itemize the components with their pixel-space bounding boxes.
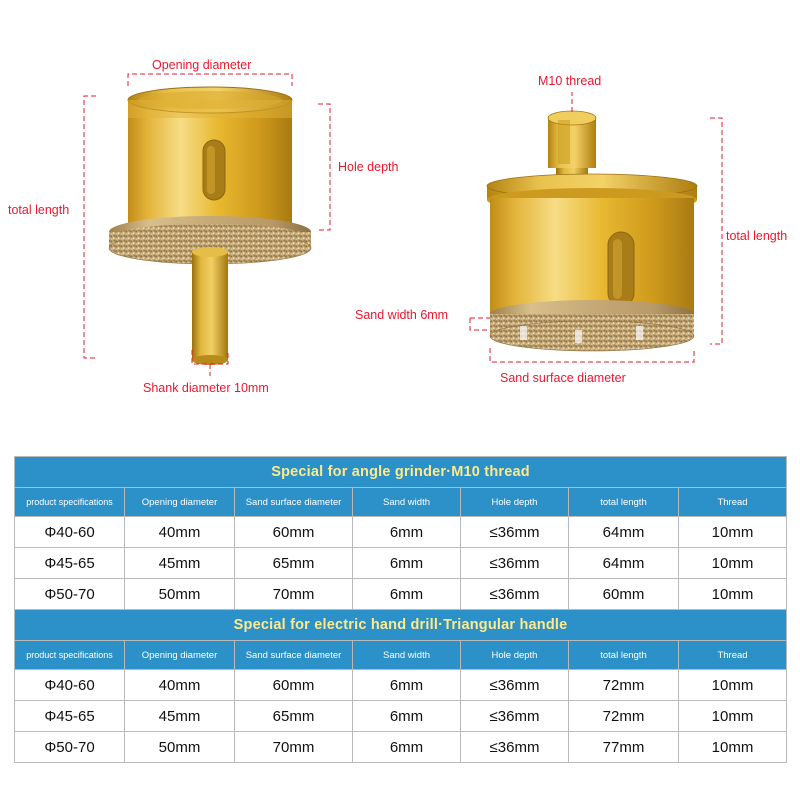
table-row: [15, 670, 787, 701]
cell-sand-width: 6mm: [353, 732, 461, 763]
cell-spec: Φ50-70: [15, 732, 125, 763]
header-total-length: total length: [569, 641, 679, 670]
header-hole-depth: Hole depth: [461, 488, 569, 517]
cell-sand-width: 6mm: [353, 517, 461, 548]
cell-hole-depth: ≤36mm: [461, 579, 569, 610]
cell-opening-diameter: 40mm: [125, 517, 235, 548]
table-banner-row: [15, 610, 787, 641]
header-sand-surface-diameter: Sand surface diameter: [235, 488, 353, 517]
cell-opening-diameter: 45mm: [125, 701, 235, 732]
table-row: [15, 517, 787, 548]
cell-opening-diameter: 45mm: [125, 548, 235, 579]
header-thread: Thread: [679, 488, 787, 517]
table-header-row: [15, 641, 787, 670]
annotation-m10-thread: M10 thread: [538, 74, 602, 88]
cell-sand-width: 6mm: [353, 579, 461, 610]
table-banner-row: [15, 457, 787, 488]
cell-spec: Φ50-70: [15, 579, 125, 610]
header-sand-surface-diameter: Sand surface diameter: [235, 641, 353, 670]
cell-sand-surface-diameter: 65mm: [235, 548, 353, 579]
cell-thread: 10mm: [679, 579, 787, 610]
header-product-specifications: product specifications: [15, 488, 125, 517]
table-header-row: [15, 488, 787, 517]
right-product-illustration: [487, 111, 697, 351]
cell-thread: 10mm: [679, 517, 787, 548]
cell-sand-surface-diameter: 60mm: [235, 670, 353, 701]
cell-sand-width: 6mm: [353, 701, 461, 732]
annotation-sand-width: Sand width 6mm: [355, 308, 449, 322]
header-opening-diameter: Opening diameter: [125, 641, 235, 670]
cell-sand-width: 6mm: [353, 548, 461, 579]
header-total-length: total length: [569, 488, 679, 517]
table-row: [15, 579, 787, 610]
cell-sand-surface-diameter: 65mm: [235, 701, 353, 732]
annotation-hole-depth: Hole depth: [338, 160, 399, 174]
annotation-sand-surface-diameter: Sand surface diameter: [500, 371, 626, 385]
section-banner-hand-drill: Special for electric hand drill·Triangular handle: [15, 610, 787, 641]
header-sand-width: Sand width: [353, 488, 461, 517]
annotation-opening-diameter: Opening diameter: [152, 58, 252, 72]
cell-sand-width: 6mm: [353, 670, 461, 701]
header-hole-depth: Hole depth: [461, 641, 569, 670]
cell-opening-diameter: 50mm: [125, 579, 235, 610]
cell-total-length: 60mm: [569, 579, 679, 610]
cell-total-length: 72mm: [569, 670, 679, 701]
cell-hole-depth: ≤36mm: [461, 517, 569, 548]
cell-thread: 10mm: [679, 732, 787, 763]
cell-spec: Φ40-60: [15, 517, 125, 548]
cell-total-length: 77mm: [569, 732, 679, 763]
cell-total-length: 64mm: [569, 517, 679, 548]
cell-opening-diameter: 40mm: [125, 670, 235, 701]
annotation-shank-diameter: Shank diameter 10mm: [143, 381, 269, 395]
cell-hole-depth: ≤36mm: [461, 548, 569, 579]
left-product-illustration: [109, 87, 311, 365]
cell-thread: 10mm: [679, 548, 787, 579]
header-sand-width: Sand width: [353, 641, 461, 670]
table-row: [15, 701, 787, 732]
cell-hole-depth: ≤36mm: [461, 732, 569, 763]
header-product-specifications: product specifications: [15, 641, 125, 670]
cell-total-length: 64mm: [569, 548, 679, 579]
cell-sand-surface-diameter: 70mm: [235, 732, 353, 763]
cell-sand-surface-diameter: 70mm: [235, 579, 353, 610]
cell-hole-depth: ≤36mm: [461, 670, 569, 701]
annotation-total-length-left: total length: [8, 203, 70, 217]
section-banner-angle-grinder: Special for angle grinder·M10 thread: [15, 457, 787, 488]
cell-spec: Φ45-65: [15, 701, 125, 732]
table-row: [15, 548, 787, 579]
cell-thread: 10mm: [679, 670, 787, 701]
cell-spec: Φ45-65: [15, 548, 125, 579]
cell-total-length: 72mm: [569, 701, 679, 732]
cell-hole-depth: ≤36mm: [461, 701, 569, 732]
cell-spec: Φ40-60: [15, 670, 125, 701]
table-row: [15, 732, 787, 763]
header-thread: Thread: [679, 641, 787, 670]
cell-thread: 10mm: [679, 701, 787, 732]
specification-table: [14, 456, 787, 763]
header-opening-diameter: Opening diameter: [125, 488, 235, 517]
cell-sand-surface-diameter: 60mm: [235, 517, 353, 548]
cell-opening-diameter: 50mm: [125, 732, 235, 763]
annotation-total-length-right: total length: [726, 229, 788, 243]
